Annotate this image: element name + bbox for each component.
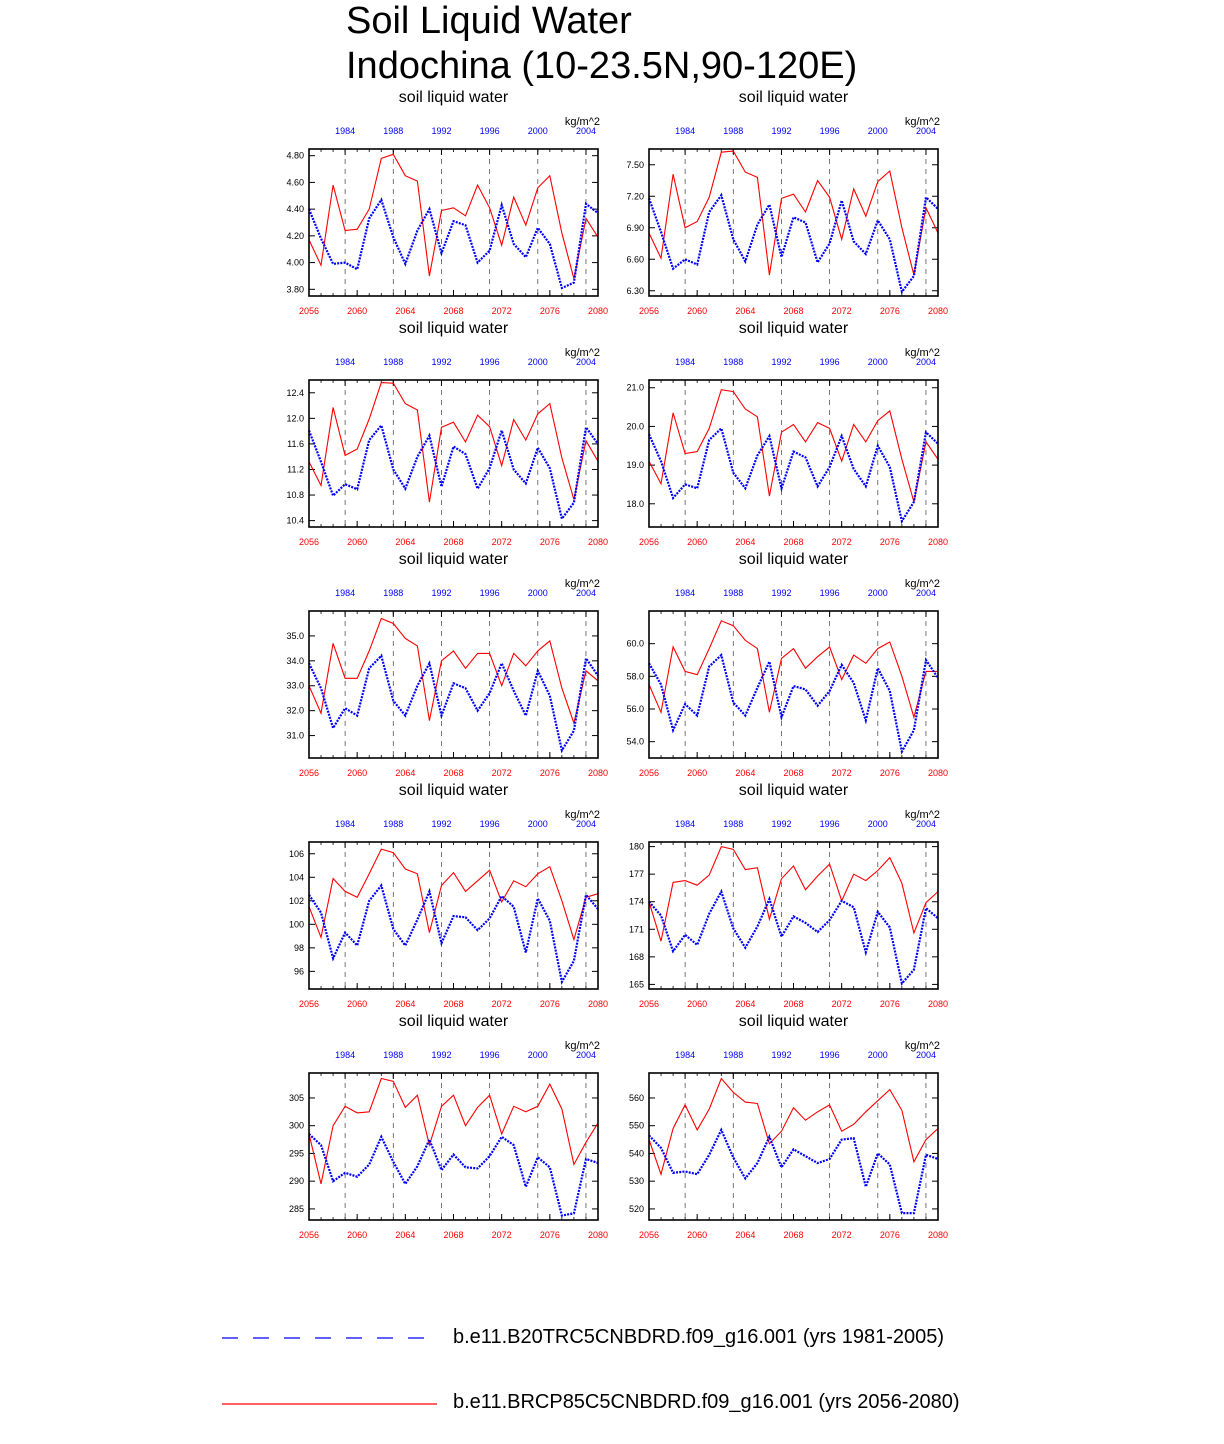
x-tick-label-historical: 2004 (915, 1050, 936, 1060)
x-tick-label-historical: 1988 (383, 1050, 404, 1060)
x-tick-label-future: 2080 (927, 768, 949, 778)
y-tick-label: 6.30 (626, 285, 644, 296)
chart-panel-2 (626, 89, 948, 316)
y-tick-label: 285 (288, 1203, 304, 1214)
x-tick-label-future: 2076 (539, 999, 560, 1009)
chart-panel-10 (629, 1013, 948, 1240)
units-label: kg/m^2 (564, 809, 600, 821)
panel-title: soil liquid water (398, 89, 509, 106)
units-label: kg/m^2 (904, 116, 940, 128)
x-tick-label-future: 2076 (539, 537, 560, 547)
panel-title: soil liquid water (738, 782, 849, 799)
x-tick-label-historical: 1984 (335, 1050, 356, 1060)
x-tick-label-future: 2076 (539, 306, 560, 316)
chart-panel-4 (626, 320, 948, 547)
figure-title-line1: Soil Liquid Water (346, 0, 632, 42)
y-tick-label: 104 (288, 872, 304, 883)
y-tick-label: 20.0 (626, 421, 644, 432)
y-tick-label: 3.80 (286, 284, 304, 295)
y-tick-label: 35.0 (286, 630, 304, 641)
x-tick-label-historical: 1988 (383, 588, 404, 598)
x-tick-label-future: 2056 (638, 1230, 660, 1240)
x-tick-label-historical: 1992 (771, 1050, 792, 1060)
plot-frame (309, 149, 598, 296)
x-tick-label-future: 2068 (443, 768, 464, 778)
x-tick-label-future: 2060 (687, 1230, 708, 1240)
panel-title: soil liquid water (398, 782, 509, 799)
figure-title-line2: Indochina (10-23.5N,90-120E) (346, 45, 858, 87)
x-tick-label-historical: 1984 (675, 819, 696, 829)
x-tick-label-historical: 2000 (867, 1050, 888, 1060)
x-tick-label-historical: 1988 (723, 126, 744, 136)
y-tick-label: 102 (288, 895, 304, 906)
x-tick-label-future: 2072 (491, 768, 512, 778)
series-line-historical (309, 656, 598, 751)
x-tick-label-historical: 1996 (479, 588, 500, 598)
x-tick-label-future: 2076 (879, 1230, 900, 1240)
y-tick-label: 550 (628, 1120, 644, 1131)
x-tick-label-historical: 1984 (675, 126, 696, 136)
x-tick-label-future: 2072 (831, 537, 852, 547)
x-tick-label-historical: 1996 (479, 819, 500, 829)
x-tick-label-historical: 2004 (575, 1050, 596, 1060)
x-tick-label-historical: 1996 (819, 126, 840, 136)
x-tick-label-historical: 1988 (383, 357, 404, 367)
y-tick-label: 56.0 (626, 704, 644, 714)
x-tick-label-future: 2060 (347, 537, 368, 547)
x-tick-label-future: 2060 (347, 768, 368, 778)
y-tick-label: 4.20 (286, 230, 304, 241)
legend-historical-label: b.e11.B20TRC5CNBDRD.f09_g16.001 (yrs 1981-2005) (453, 1326, 945, 1348)
y-tick-label: 530 (628, 1176, 644, 1187)
plot-frame (649, 611, 938, 758)
units-label: kg/m^2 (904, 347, 940, 359)
x-tick-label-historical: 1988 (383, 819, 404, 829)
legend-future-label: b.e11.BRCP85C5CNBDRD.f09_g16.001 (yrs 2056-2080) (453, 1391, 960, 1413)
y-tick-label: 12.0 (286, 413, 304, 424)
x-tick-label-future: 2080 (587, 537, 609, 547)
x-tick-label-future: 2080 (587, 768, 609, 778)
x-tick-label-historical: 1996 (479, 1050, 500, 1060)
x-tick-label-future: 2060 (347, 999, 368, 1009)
x-tick-label-historical: 1996 (479, 126, 500, 136)
y-tick-label: 60.0 (626, 638, 644, 649)
x-tick-label-future: 2072 (831, 768, 852, 778)
x-tick-label-future: 2056 (298, 306, 320, 316)
y-tick-label: 21.0 (626, 382, 644, 393)
y-tick-label: 100 (288, 919, 304, 930)
units-label: kg/m^2 (564, 578, 600, 590)
y-tick-label: 305 (288, 1092, 304, 1103)
x-tick-label-historical: 1992 (771, 588, 792, 598)
x-tick-label-historical: 2000 (867, 357, 888, 367)
units-label: kg/m^2 (904, 809, 940, 821)
x-tick-label-historical: 2004 (575, 819, 596, 829)
x-tick-label-historical: 1992 (431, 819, 452, 829)
x-tick-label-historical: 1988 (383, 126, 404, 136)
chart-panel-3 (286, 320, 608, 547)
y-tick-label: 171 (628, 924, 644, 935)
x-tick-label-future: 2056 (298, 1230, 320, 1240)
x-tick-label-future: 2076 (879, 999, 900, 1009)
x-tick-label-historical: 1992 (771, 357, 792, 367)
x-tick-label-future: 2056 (638, 537, 660, 547)
y-tick-label: 11.2 (287, 464, 304, 475)
y-tick-label: 7.20 (626, 191, 644, 202)
series-line-future (309, 849, 598, 940)
x-tick-label-future: 2064 (735, 537, 756, 547)
x-tick-label-future: 2068 (443, 306, 464, 316)
x-tick-label-historical: 2000 (527, 819, 548, 829)
plot-frame (649, 1073, 938, 1220)
panel-title: soil liquid water (738, 320, 849, 337)
y-tick-label: 4.40 (286, 204, 304, 215)
y-tick-label: 4.60 (286, 177, 304, 188)
y-tick-label: 6.90 (626, 222, 644, 233)
x-tick-label-historical: 2004 (915, 126, 936, 136)
x-tick-label-historical: 1988 (723, 357, 744, 367)
chart-panel-7 (289, 782, 608, 1009)
x-tick-label-future: 2060 (687, 537, 708, 547)
x-tick-label-future: 2060 (347, 1230, 368, 1240)
y-tick-label: 34.0 (286, 655, 304, 666)
y-tick-label: 4.80 (286, 150, 304, 161)
x-tick-label-future: 2060 (687, 768, 708, 778)
panel-title: soil liquid water (398, 1013, 509, 1030)
x-tick-label-future: 2056 (298, 537, 320, 547)
y-tick-label: 6.60 (626, 254, 644, 265)
units-label: kg/m^2 (564, 347, 600, 359)
y-tick-label: 96 (293, 966, 304, 977)
x-tick-label-future: 2080 (927, 306, 949, 316)
units-label: kg/m^2 (904, 1040, 940, 1052)
x-tick-label-historical: 2000 (527, 126, 548, 136)
x-tick-label-future: 2060 (687, 306, 708, 316)
panel-title: soil liquid water (738, 551, 849, 568)
x-tick-label-future: 2064 (395, 537, 416, 547)
x-tick-label-historical: 1984 (335, 126, 356, 136)
y-tick-label: 300 (288, 1120, 304, 1131)
series-line-historical (309, 886, 598, 982)
x-tick-label-historical: 1996 (819, 1050, 840, 1060)
y-tick-label: 19.0 (626, 460, 644, 471)
units-label: kg/m^2 (904, 578, 940, 590)
x-tick-label-historical: 1984 (335, 357, 356, 367)
x-tick-label-historical: 1988 (723, 1050, 744, 1060)
series-line-future (649, 1079, 938, 1175)
x-tick-label-historical: 1984 (335, 819, 356, 829)
x-tick-label-future: 2068 (443, 1230, 464, 1240)
x-tick-label-historical: 2004 (575, 588, 596, 598)
x-tick-label-future: 2068 (783, 537, 804, 547)
y-tick-label: 33.0 (286, 680, 304, 691)
x-tick-label-future: 2072 (831, 306, 852, 316)
y-tick-label: 11.6 (287, 438, 304, 449)
x-tick-label-future: 2068 (443, 999, 464, 1009)
y-tick-label: 58.0 (626, 671, 644, 682)
units-label: kg/m^2 (564, 116, 600, 128)
y-tick-label: 106 (288, 848, 304, 859)
x-tick-label-future: 2068 (443, 537, 464, 547)
x-tick-label-historical: 2000 (867, 126, 888, 136)
series-line-historical (649, 195, 938, 292)
y-tick-label: 18.0 (626, 498, 644, 509)
x-tick-label-historical: 1984 (675, 588, 696, 598)
series-line-future (649, 390, 938, 502)
x-tick-label-historical: 1992 (431, 1050, 452, 1060)
x-tick-label-historical: 2004 (915, 819, 936, 829)
y-tick-label: 98 (293, 942, 304, 953)
x-tick-label-future: 2080 (587, 999, 609, 1009)
x-tick-label-future: 2056 (298, 768, 320, 778)
x-tick-label-historical: 1996 (819, 588, 840, 598)
x-tick-label-future: 2064 (395, 1230, 416, 1240)
x-tick-label-future: 2060 (347, 306, 368, 316)
x-tick-label-historical: 2000 (867, 819, 888, 829)
x-tick-label-future: 2080 (927, 537, 949, 547)
x-tick-label-future: 2064 (395, 306, 416, 316)
x-tick-label-historical: 2000 (527, 1050, 548, 1060)
x-tick-label-historical: 2000 (527, 357, 548, 367)
x-tick-label-future: 2080 (927, 999, 949, 1009)
plot-frame (309, 611, 598, 758)
x-tick-label-historical: 1984 (335, 588, 356, 598)
x-tick-label-future: 2072 (491, 306, 512, 316)
plot-frame (649, 149, 938, 296)
series-line-future (309, 619, 598, 724)
x-tick-label-historical: 2004 (915, 357, 936, 367)
x-tick-label-historical: 1992 (431, 357, 452, 367)
x-tick-label-future: 2076 (879, 537, 900, 547)
x-tick-label-historical: 2000 (867, 588, 888, 598)
x-tick-label-future: 2068 (783, 999, 804, 1009)
x-tick-label-future: 2056 (298, 999, 320, 1009)
x-tick-label-future: 2064 (395, 768, 416, 778)
x-tick-label-historical: 2000 (527, 588, 548, 598)
x-tick-label-future: 2056 (638, 768, 660, 778)
y-tick-label: 32.0 (286, 705, 304, 716)
x-tick-label-historical: 1984 (675, 1050, 696, 1060)
series-line-historical (649, 655, 938, 751)
chart-panel-6 (626, 551, 948, 778)
y-tick-label: 54.0 (626, 736, 644, 747)
y-tick-label: 560 (628, 1092, 644, 1103)
x-tick-label-future: 2064 (735, 1230, 756, 1240)
x-tick-label-future: 2056 (638, 306, 660, 316)
x-tick-label-historical: 1988 (723, 588, 744, 598)
x-tick-label-future: 2076 (539, 768, 560, 778)
x-tick-label-future: 2064 (735, 306, 756, 316)
x-tick-label-historical: 1988 (723, 819, 744, 829)
y-tick-label: 177 (628, 869, 644, 880)
x-tick-label-future: 2076 (879, 306, 900, 316)
x-tick-label-future: 2068 (783, 768, 804, 778)
series-line-historical (649, 892, 938, 984)
series-line-historical (649, 428, 938, 521)
x-tick-label-historical: 1984 (675, 357, 696, 367)
x-tick-label-historical: 2004 (575, 357, 596, 367)
x-tick-label-historical: 2004 (575, 126, 596, 136)
x-tick-label-future: 2072 (491, 999, 512, 1009)
series-line-historical (309, 200, 598, 288)
chart-panel-8 (629, 782, 948, 1009)
x-tick-label-historical: 1996 (819, 819, 840, 829)
y-tick-label: 174 (628, 896, 644, 907)
y-tick-label: 290 (288, 1176, 304, 1187)
y-tick-label: 295 (288, 1148, 304, 1159)
legend-lines (0, 1320, 460, 1420)
y-tick-label: 180 (628, 841, 644, 852)
series-line-historical (309, 425, 598, 518)
chart-panel-1 (286, 89, 608, 316)
x-tick-label-future: 2072 (491, 537, 512, 547)
series-line-historical (309, 1134, 598, 1216)
y-tick-label: 165 (628, 979, 644, 990)
y-tick-label: 31.0 (286, 730, 304, 741)
x-tick-label-historical: 1996 (479, 357, 500, 367)
y-tick-label: 4.00 (286, 257, 304, 268)
x-tick-label-future: 2064 (735, 999, 756, 1009)
x-tick-label-future: 2076 (879, 768, 900, 778)
panel-title: soil liquid water (398, 320, 509, 337)
y-tick-label: 10.8 (286, 490, 304, 501)
y-tick-label: 520 (628, 1203, 644, 1214)
chart-panel-5 (286, 551, 608, 778)
x-tick-label-historical: 1992 (771, 126, 792, 136)
series-line-future (649, 847, 938, 942)
series-line-future (649, 621, 938, 717)
y-tick-label: 540 (628, 1148, 644, 1159)
plot-frame (309, 380, 598, 527)
y-tick-label: 7.50 (626, 159, 644, 170)
x-tick-label-future: 2080 (587, 1230, 609, 1240)
x-tick-label-historical: 1992 (431, 126, 452, 136)
x-tick-label-future: 2060 (687, 999, 708, 1009)
x-tick-label-historical: 2004 (915, 588, 936, 598)
x-tick-label-future: 2072 (491, 1230, 512, 1240)
x-tick-label-historical: 1992 (431, 588, 452, 598)
x-tick-label-historical: 1992 (771, 819, 792, 829)
x-tick-label-future: 2076 (539, 1230, 560, 1240)
x-tick-label-future: 2080 (587, 306, 609, 316)
panel-title: soil liquid water (738, 1013, 849, 1030)
panel-title: soil liquid water (738, 89, 849, 106)
series-line-future (309, 1079, 598, 1184)
x-tick-label-future: 2072 (831, 1230, 852, 1240)
x-tick-label-future: 2080 (927, 1230, 949, 1240)
x-tick-label-future: 2068 (783, 1230, 804, 1240)
chart-panel-9 (289, 1013, 608, 1240)
x-tick-label-historical: 1996 (819, 357, 840, 367)
panel-title: soil liquid water (398, 551, 509, 568)
units-label: kg/m^2 (564, 1040, 600, 1052)
x-tick-label-future: 2068 (783, 306, 804, 316)
y-tick-label: 10.4 (286, 515, 304, 526)
x-tick-label-future: 2064 (395, 999, 416, 1009)
y-tick-label: 12.4 (286, 387, 304, 398)
x-tick-label-future: 2072 (831, 999, 852, 1009)
x-tick-label-future: 2064 (735, 768, 756, 778)
x-tick-label-future: 2056 (638, 999, 660, 1009)
series-line-historical (649, 1130, 938, 1213)
y-tick-label: 168 (628, 951, 644, 962)
